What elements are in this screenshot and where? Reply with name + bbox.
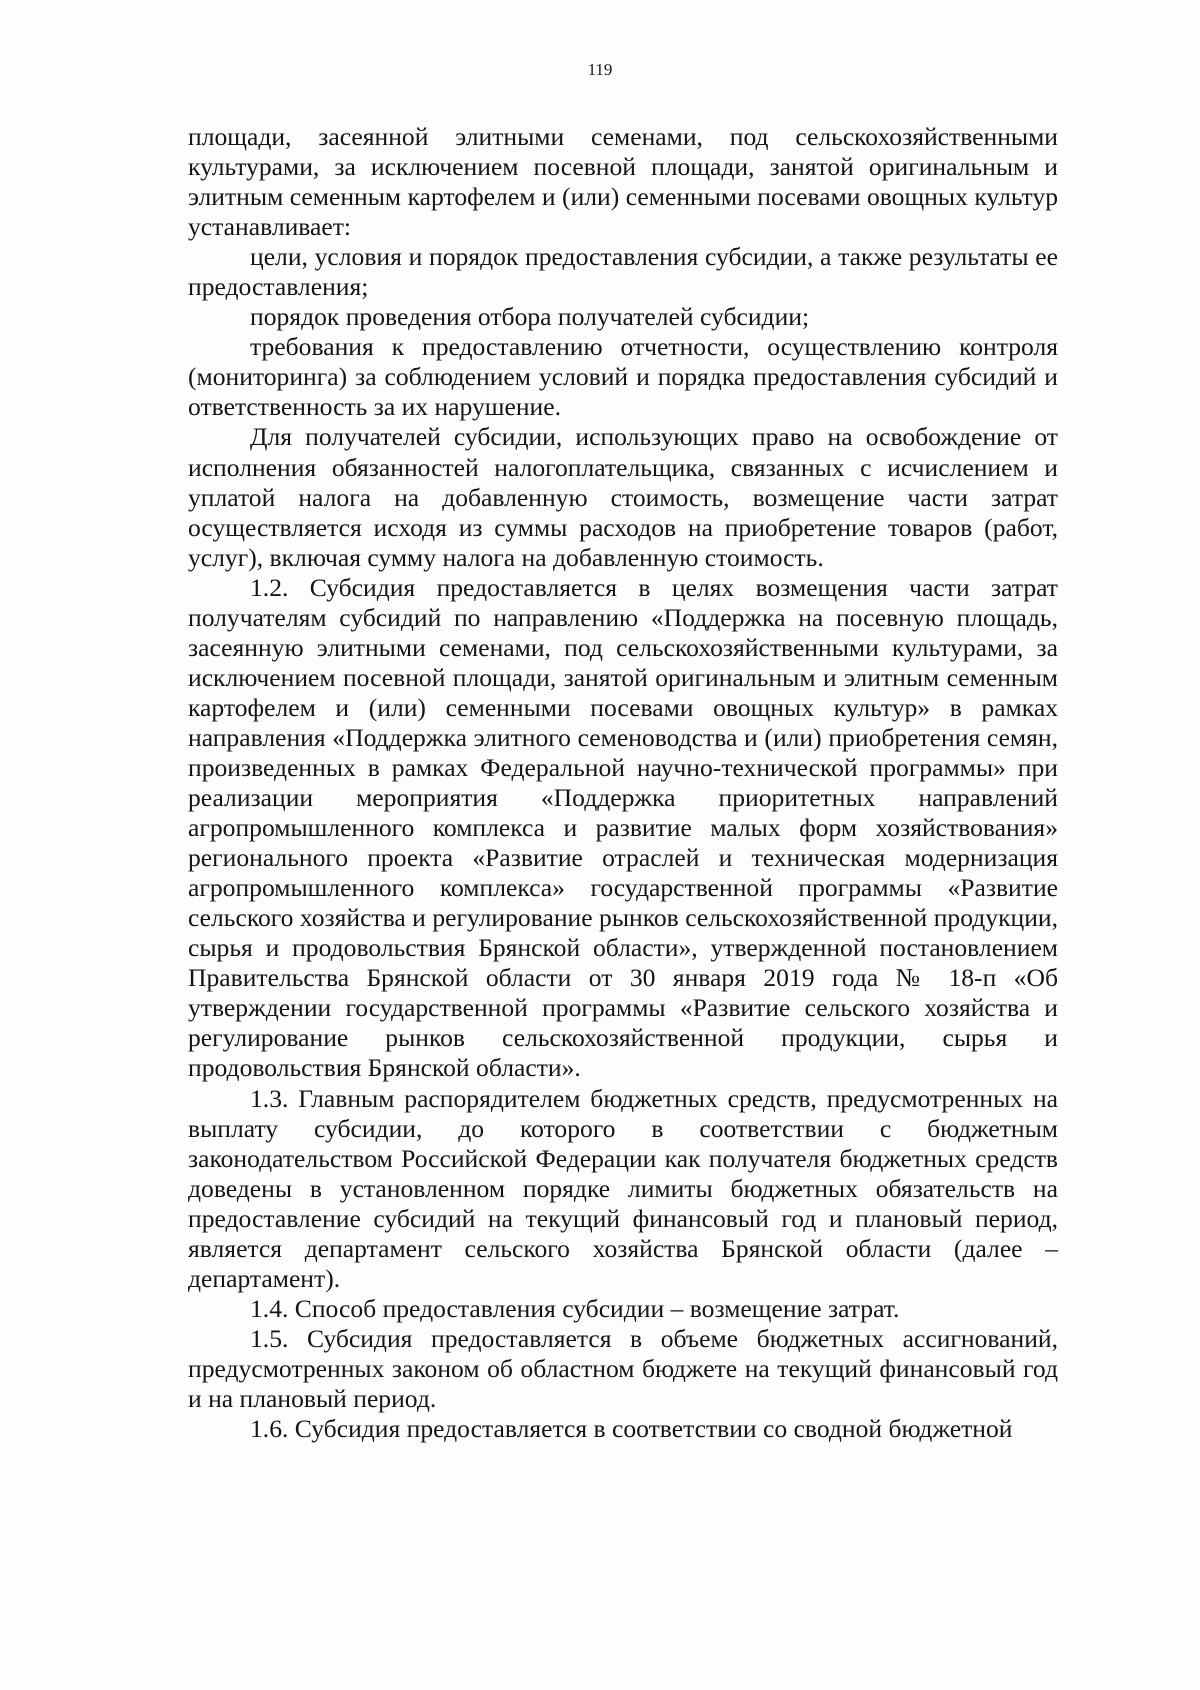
paragraph-section-1-4: 1.4. Способ предоставления субсидии – возмещение затрат. (250, 1293, 900, 1323)
paragraph-section-1-5: 1.5. Субсидия предоставляется в объеме бюджетных ассигнований, предусмотренных законом об областном бюджете на текущий финансовый год и на плановый период. (188, 1323, 1058, 1413)
paragraph-goals: цели, условия и порядок предоставления субсидии, а также результаты ее предоставления; (188, 242, 1058, 302)
paragraph-reporting-requirements: требования к предоставлению отчетности, осуществлению контроля (мониторинга) за соблюдением условий и порядка предоставления субсидий и ответственность за их нарушение. (188, 332, 1058, 422)
paragraph-section-1-2: 1.2. Субсидия предоставляется в целях возмещения части затрат получателям субсидий по направлению «Поддержка на посевную площадь, засеянную элитными семенами, под сельскохозяйственными культурами, за исключением посевной площади, занятой оригинальным и элитным семенным картофелем и (или) семенными посевами овощных культур» в рамках направления «Поддержка элитного семеноводства и (или) приобретения семян, произведенных в рамках Федеральной научно-технической программы» при реализации мероприятия «Поддержка приоритетных направлений агропромышленного комплекса и развитие малых форм хозяйствования» регионального проекта «Развитие отраслей и техническая модернизация агропромышленного комплекса» государственной программы «Развитие сельского хозяйства и регулирование рынков сельскохозяйственной продукции, сырья и продовольствия Брянской области», утвержденной постановлением Правительства Брянской области от 30 января 2019 года № 18-п «Об утверждении государственной программы «Развитие сельского хозяйства и регулирование рынков сельскохозяйственной продукции, сырья и продовольствия Брянской области». (188, 572, 1058, 1083)
paragraph-selection-procedure: порядок проведения отбора получателей субсидии; (250, 302, 810, 332)
page-number: 119 (587, 60, 613, 79)
paragraph-vat-exemption: Для получателей субсидии, использующих право на освобождение от исполнения обязанностей налогоплательщика, связанных с исчислением и уплатой налога на добавленную стоимость, возмещение части затрат осуществляется исходя из суммы расходов на приобретение товаров (работ, услуг), включая сумму налога на добавленную стоимость. (188, 422, 1058, 572)
paragraph-intro-continuation: площади, засеянной элитными семенами, под сельскохозяйственными культурами, за исключением посевной площади, занятой оригинальным и элитным семенным картофелем и (или) семенными посевами овощных культур устанавливает: (188, 122, 1058, 242)
paragraph-section-1-3: 1.3. Главным распорядителем бюджетных средств, предусмотренных на выплату субсидии, до которого в соответствии с бюджетным законодательством Российской Федерации как получателя бюджетных средств доведены в установленном порядке лимиты бюджетных обязательств на предоставление субсидий на текущий финансовый год и плановый период, является департамент сельского хозяйства Брянской области (далее – департамент). (188, 1083, 1058, 1293)
paragraph-section-1-6: 1.6. Субсидия предоставляется в соответствии со сводной бюджетной (250, 1414, 1013, 1444)
document-body (188, 122, 1058, 1444)
